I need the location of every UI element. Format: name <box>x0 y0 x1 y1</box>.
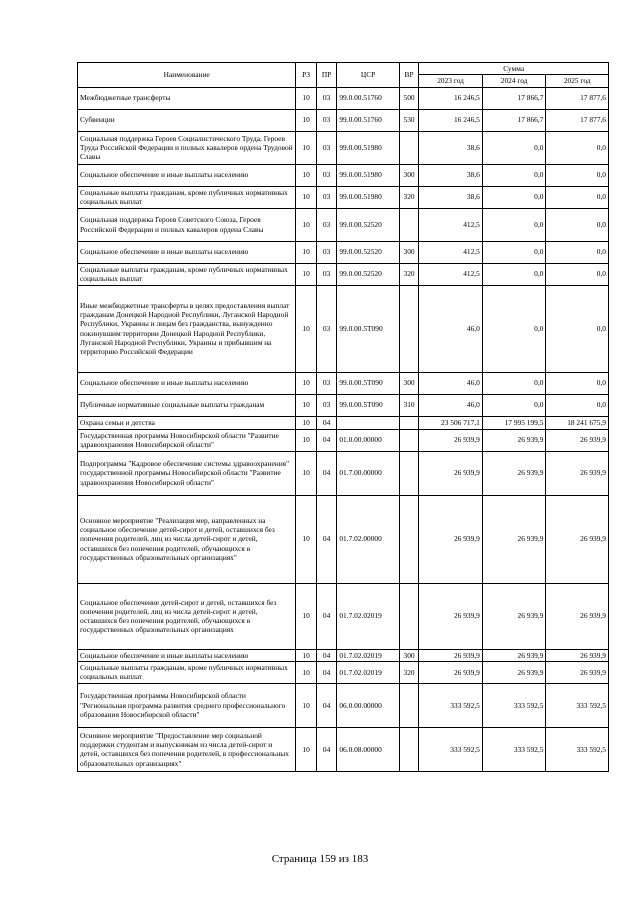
row-amount-2024-cell: 0,0 <box>482 263 546 285</box>
row-vr-cell: 300 <box>399 241 418 263</box>
row-amount-2023-cell: 412,5 <box>419 241 483 263</box>
row-amount-2023-cell: 46,0 <box>419 285 483 372</box>
row-rz-cell: 10 <box>296 241 317 263</box>
row-amount-2025-cell: 26 939,9 <box>546 661 609 683</box>
row-amount-2025-cell: 0,0 <box>546 394 609 416</box>
row-amount-2025-cell: 0,0 <box>546 131 609 164</box>
table-row <box>78 164 609 186</box>
row-rz-cell: 10 <box>296 372 317 394</box>
row-name-cell: Социальная поддержка Героев Социалистического Труда, Героев Труда Российской Федерации и полных кавалеров ордена Трудовой Славы <box>78 131 296 164</box>
row-amount-2023-cell: 333 592,5 <box>419 727 483 771</box>
row-vr-cell <box>399 131 418 164</box>
table-row <box>78 394 609 416</box>
table-row <box>78 109 609 131</box>
row-pr-cell: 04 <box>316 649 337 661</box>
row-rz-cell: 10 <box>296 87 317 109</box>
row-vr-cell <box>399 429 418 451</box>
row-name-cell: Основное мероприятие "Предоставление мер социальной поддержки студентам и выпускникам из числа детей-сирот и детей, оставшихся без попечения родителей, в профессиональных образовательных организациях" <box>78 727 296 771</box>
row-amount-2025-cell: 17 877,6 <box>546 87 609 109</box>
row-rz-cell: 10 <box>296 683 317 727</box>
row-amount-2023-cell: 46,0 <box>419 394 483 416</box>
row-rz-cell: 10 <box>296 263 317 285</box>
row-amount-2025-cell: 18 241 675,9 <box>546 416 609 429</box>
row-amount-2025-cell: 26 939,9 <box>546 429 609 451</box>
row-name-cell: Социальные выплаты гражданам, кроме публичных нормативных социальных выплат <box>78 186 296 208</box>
row-pr-cell: 04 <box>316 583 337 649</box>
page-number: Страница 159 из 183 <box>271 853 369 865</box>
row-vr-cell <box>399 583 418 649</box>
row-vr-cell: 320 <box>399 661 418 683</box>
table-row <box>78 451 609 495</box>
row-pr-cell: 03 <box>316 208 337 241</box>
row-name-cell: Субвенции <box>78 109 296 131</box>
row-amount-2025-cell: 333 592,5 <box>546 727 609 771</box>
row-amount-2024-cell: 333 592,5 <box>482 727 546 771</box>
row-name-cell: Социальное обеспечение и иные выплаты населению <box>78 372 296 394</box>
row-amount-2024-cell: 26 939,9 <box>482 495 546 583</box>
row-name-cell: Государственная программа Новосибирской области "Развитие здравоохранения Новосибирской области" <box>78 429 296 451</box>
row-pr-cell: 03 <box>316 263 337 285</box>
row-csr-cell: 99.0.00.52520 <box>337 263 400 285</box>
row-amount-2023-cell: 16 246,5 <box>419 109 483 131</box>
row-amount-2023-cell: 333 592,5 <box>419 683 483 727</box>
row-amount-2024-cell: 333 592,5 <box>482 683 546 727</box>
row-amount-2025-cell: 333 592,5 <box>546 683 609 727</box>
row-amount-2023-cell: 26 939,9 <box>419 495 483 583</box>
row-pr-cell: 03 <box>316 164 337 186</box>
row-rz-cell: 10 <box>296 131 317 164</box>
row-vr-cell: 300 <box>399 649 418 661</box>
row-amount-2024-cell: 26 939,9 <box>482 583 546 649</box>
row-name-cell: Социальное обеспечение детей-сирот и детей, оставшихся без попечения родителей, лиц из числа детей-сирот и детей, оставшихся без попечения родителей, обучающихся в государственных образовательных организациях <box>78 583 296 649</box>
row-vr-cell <box>399 416 418 429</box>
row-amount-2025-cell: 0,0 <box>546 263 609 285</box>
row-amount-2024-cell: 0,0 <box>482 372 546 394</box>
row-pr-cell: 03 <box>316 241 337 263</box>
row-pr-cell: 03 <box>316 186 337 208</box>
row-rz-cell: 10 <box>296 208 317 241</box>
table-row <box>78 131 609 164</box>
row-csr-cell: 01.7.02.02019 <box>337 649 400 661</box>
row-amount-2023-cell: 26 939,9 <box>419 583 483 649</box>
row-csr-cell: 06.0.08.00000 <box>337 727 400 771</box>
row-amount-2024-cell: 0,0 <box>482 164 546 186</box>
row-csr-cell: 99.0.00.51980 <box>337 131 400 164</box>
row-pr-cell: 04 <box>316 661 337 683</box>
row-amount-2025-cell: 26 939,9 <box>546 495 609 583</box>
header-year-2024: 2024 год <box>482 75 546 87</box>
table-row <box>78 208 609 241</box>
table-row <box>78 186 609 208</box>
row-amount-2024-cell: 17 866,7 <box>482 109 546 131</box>
row-name-cell: Основное мероприятие "Реализация мер, направленных на социальное обеспечение детей-сирот и детей, оставшихся без попечения родителей, лиц из числа детей-сирот и детей, оставшихся без попечения родителей, обучающихся в государственных образовательных организациях" <box>78 495 296 583</box>
table-body <box>78 87 609 771</box>
row-amount-2023-cell: 38,6 <box>419 186 483 208</box>
table-row <box>78 372 609 394</box>
row-amount-2024-cell: 0,0 <box>482 208 546 241</box>
row-rz-cell: 10 <box>296 583 317 649</box>
row-amount-2023-cell: 412,5 <box>419 208 483 241</box>
row-rz-cell: 10 <box>296 109 317 131</box>
row-csr-cell: 01.7.02.02019 <box>337 583 400 649</box>
row-amount-2025-cell: 26 939,9 <box>546 649 609 661</box>
row-name-cell: Социальное обеспечение и иные выплаты населению <box>78 649 296 661</box>
row-pr-cell: 04 <box>316 416 337 429</box>
row-name-cell: Социальное обеспечение и иные выплаты населению <box>78 164 296 186</box>
row-amount-2024-cell: 17 995 199,5 <box>482 416 546 429</box>
row-amount-2024-cell: 0,0 <box>482 241 546 263</box>
row-rz-cell: 10 <box>296 416 317 429</box>
row-pr-cell: 03 <box>316 87 337 109</box>
row-vr-cell: 320 <box>399 263 418 285</box>
row-csr-cell: 99.0.00.5Т090 <box>337 394 400 416</box>
header-name: Наименование <box>78 63 296 88</box>
row-amount-2025-cell: 0,0 <box>546 186 609 208</box>
row-vr-cell <box>399 727 418 771</box>
row-vr-cell <box>399 208 418 241</box>
row-vr-cell <box>399 683 418 727</box>
row-rz-cell: 10 <box>296 164 317 186</box>
row-rz-cell: 10 <box>296 649 317 661</box>
row-amount-2024-cell: 17 866,7 <box>482 87 546 109</box>
row-pr-cell: 04 <box>316 495 337 583</box>
row-rz-cell: 10 <box>296 394 317 416</box>
row-amount-2023-cell: 16 246,5 <box>419 87 483 109</box>
budget-table <box>77 62 609 772</box>
row-amount-2023-cell: 26 939,9 <box>419 649 483 661</box>
header-rz: РЗ <box>296 63 317 88</box>
row-pr-cell: 04 <box>316 429 337 451</box>
row-rz-cell: 10 <box>296 727 317 771</box>
row-amount-2024-cell: 0,0 <box>482 394 546 416</box>
row-vr-cell <box>399 495 418 583</box>
table-row <box>78 429 609 451</box>
row-name-cell: Государственная программа Новосибирской области "Региональная программа развития среднего профессионального образования Новосибирской области" <box>78 683 296 727</box>
row-name-cell: Охрана семьи и детства <box>78 416 296 429</box>
row-rz-cell: 10 <box>296 661 317 683</box>
row-csr-cell: 01.0.00.00000 <box>337 429 400 451</box>
row-vr-cell: 310 <box>399 394 418 416</box>
row-vr-cell: 530 <box>399 109 418 131</box>
row-csr-cell: 01.7.02.00000 <box>337 495 400 583</box>
row-csr-cell: 99.0.00.52520 <box>337 241 400 263</box>
table-row <box>78 263 609 285</box>
row-csr-cell: 01.7.02.02019 <box>337 661 400 683</box>
row-csr-cell: 99.0.00.5Т090 <box>337 285 400 372</box>
row-rz-cell: 10 <box>296 451 317 495</box>
row-csr-cell <box>337 416 400 429</box>
row-rz-cell: 10 <box>296 186 317 208</box>
row-vr-cell: 300 <box>399 372 418 394</box>
table-row <box>78 241 609 263</box>
row-pr-cell: 03 <box>316 372 337 394</box>
row-amount-2025-cell: 26 939,9 <box>546 451 609 495</box>
row-name-cell: Социальная поддержка Героев Советского Союза, Героев Российской Федерации и полных кавалеров ордена Славы <box>78 208 296 241</box>
row-amount-2024-cell: 26 939,9 <box>482 429 546 451</box>
row-pr-cell: 04 <box>316 451 337 495</box>
row-amount-2025-cell: 0,0 <box>546 164 609 186</box>
row-vr-cell: 300 <box>399 164 418 186</box>
row-amount-2023-cell: 26 939,9 <box>419 661 483 683</box>
row-name-cell: Межбюджетные трансферты <box>78 87 296 109</box>
row-rz-cell: 10 <box>296 285 317 372</box>
row-name-cell: Социальное обеспечение и иные выплаты населению <box>78 241 296 263</box>
row-amount-2023-cell: 26 939,9 <box>419 451 483 495</box>
table-row <box>78 416 609 429</box>
row-amount-2025-cell: 17 877,6 <box>546 109 609 131</box>
row-amount-2025-cell: 0,0 <box>546 208 609 241</box>
row-amount-2024-cell: 0,0 <box>482 131 546 164</box>
table-row <box>78 583 609 649</box>
row-csr-cell: 99.0.00.52520 <box>337 208 400 241</box>
header-year-2025: 2025 год <box>546 75 609 87</box>
row-csr-cell: 99.0.00.51980 <box>337 186 400 208</box>
row-pr-cell: 03 <box>316 109 337 131</box>
row-rz-cell: 10 <box>296 495 317 583</box>
row-amount-2025-cell: 26 939,9 <box>546 583 609 649</box>
header-pr: ПР <box>316 63 337 88</box>
row-csr-cell: 99.0.00.51760 <box>337 109 400 131</box>
row-vr-cell: 500 <box>399 87 418 109</box>
row-csr-cell: 99.0.00.5Т090 <box>337 372 400 394</box>
row-rz-cell: 10 <box>296 429 317 451</box>
table-row <box>78 285 609 372</box>
row-vr-cell <box>399 451 418 495</box>
row-pr-cell: 03 <box>316 394 337 416</box>
row-csr-cell: 01.7.00.00000 <box>337 451 400 495</box>
table-row <box>78 87 609 109</box>
row-amount-2024-cell: 0,0 <box>482 285 546 372</box>
header-vr: ВР <box>399 63 418 88</box>
row-name-cell: Иные межбюджетные трансферты в целях предоставления выплат гражданам Донецкой Народной Республики, Луганской Народной Республики, Украины и лицам без гражданства, вынужденно покинувшим территории Донецкой Народной Республики, Луганской Народной Республики, Украины и прибывшим на территорию Российской Федерации <box>78 285 296 372</box>
header-sum: Сумма <box>419 63 609 75</box>
row-amount-2024-cell: 26 939,9 <box>482 649 546 661</box>
row-amount-2024-cell: 26 939,9 <box>482 661 546 683</box>
row-name-cell: Социальные выплаты гражданам, кроме публичных нормативных социальных выплат <box>78 661 296 683</box>
row-pr-cell: 04 <box>316 683 337 727</box>
row-amount-2024-cell: 26 939,9 <box>482 451 546 495</box>
row-amount-2023-cell: 26 939,9 <box>419 429 483 451</box>
row-vr-cell <box>399 285 418 372</box>
row-amount-2025-cell: 0,0 <box>546 285 609 372</box>
row-pr-cell: 03 <box>316 285 337 372</box>
row-amount-2023-cell: 38,6 <box>419 131 483 164</box>
table-row <box>78 661 609 683</box>
header-year-2023: 2023 год <box>419 75 483 87</box>
table-row <box>78 495 609 583</box>
row-amount-2023-cell: 38,6 <box>419 164 483 186</box>
row-amount-2023-cell: 46,0 <box>419 372 483 394</box>
row-amount-2025-cell: 0,0 <box>546 372 609 394</box>
row-vr-cell: 320 <box>399 186 418 208</box>
row-pr-cell: 04 <box>316 727 337 771</box>
row-name-cell: Подпрограмма "Кадровое обеспечение системы здравоохранения" государственной программы Новосибирской области "Развитие здравоохранения Новосибирской области" <box>78 451 296 495</box>
row-csr-cell: 99.0.00.51980 <box>337 164 400 186</box>
table-row <box>78 727 609 771</box>
table-row <box>78 649 609 661</box>
table-row <box>78 683 609 727</box>
row-name-cell: Публичные нормативные социальные выплаты гражданам <box>78 394 296 416</box>
row-pr-cell: 03 <box>316 131 337 164</box>
row-amount-2023-cell: 23 506 717,1 <box>419 416 483 429</box>
row-amount-2023-cell: 412,5 <box>419 263 483 285</box>
row-amount-2024-cell: 0,0 <box>482 186 546 208</box>
row-csr-cell: 06.0.00.00000 <box>337 683 400 727</box>
row-amount-2025-cell: 0,0 <box>546 241 609 263</box>
row-csr-cell: 99.0.00.51760 <box>337 87 400 109</box>
header-csr: ЦСР <box>337 63 400 88</box>
row-name-cell: Социальные выплаты гражданам, кроме публичных нормативных социальных выплат <box>78 263 296 285</box>
